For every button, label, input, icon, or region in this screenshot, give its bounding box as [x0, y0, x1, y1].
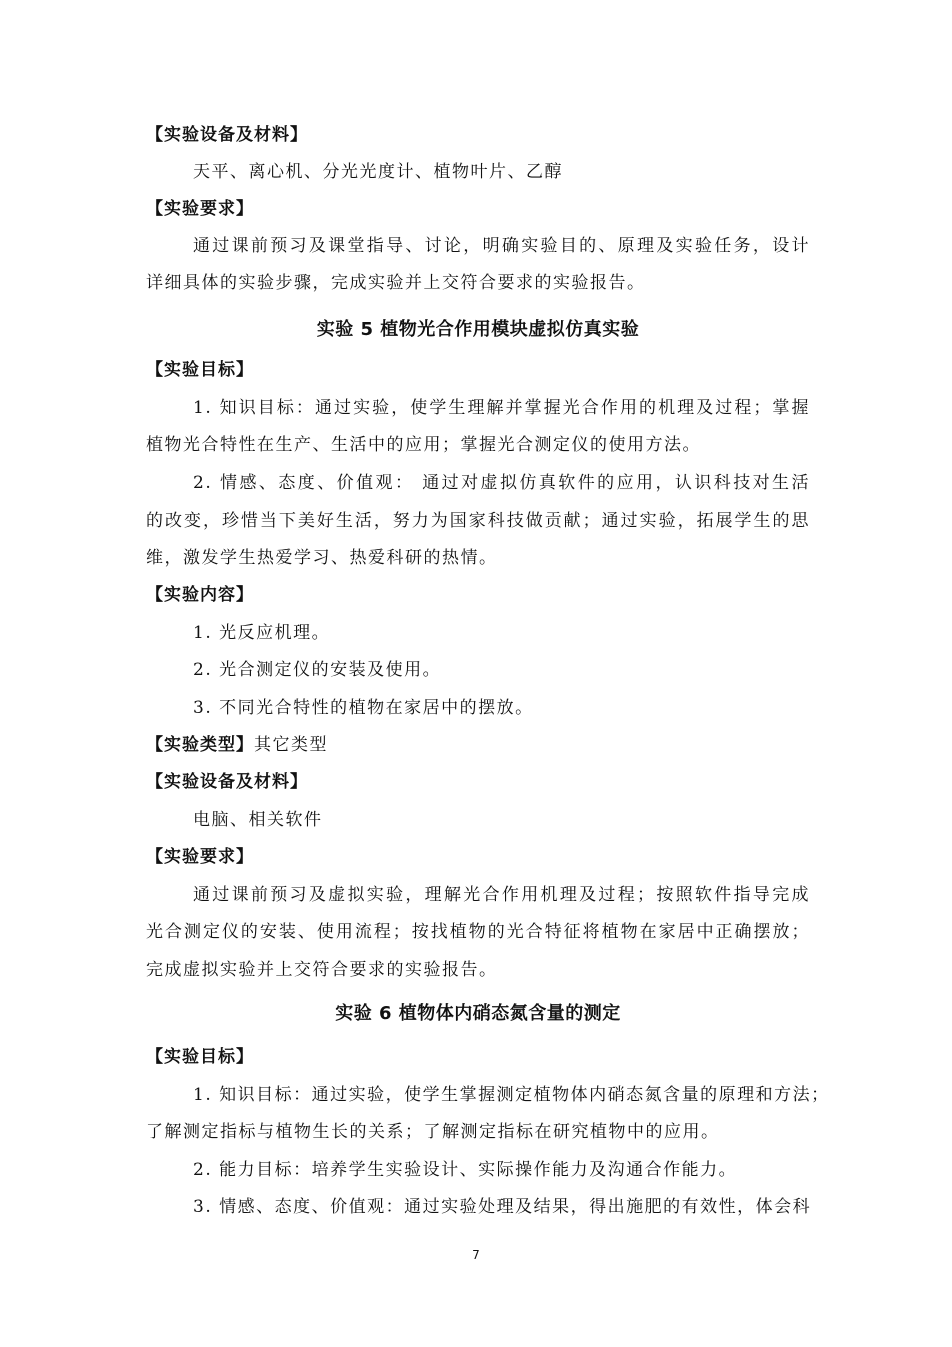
- heading-type: 【实验类型】: [146, 735, 254, 755]
- heading-equipment: 【实验设备及材料】: [146, 125, 308, 145]
- requirements-line: 通过课前预习及课堂指导、讨论，明确实验目的、原理及实验任务，设计: [193, 236, 810, 256]
- heading-requirements: 【实验要求】: [146, 199, 254, 219]
- goal-line: 2. 情感、态度、价值观： 通过对虚拟仿真软件的应用，认识科技对生活: [193, 473, 810, 493]
- heading-content: 【实验内容】: [146, 585, 254, 605]
- requirements-line: 通过课前预习及虚拟实验，理解光合作用机理及过程；按照软件指导完成: [193, 885, 810, 905]
- heading-goals: 【实验目标】: [146, 360, 254, 380]
- section-title-exp6: 实验 6 植物体内硝态氮含量的测定: [335, 1003, 621, 1024]
- heading-equipment: 【实验设备及材料】: [146, 772, 308, 792]
- content-item: 3. 不同光合特性的植物在家居中的摆放。: [193, 698, 534, 718]
- requirements-line: 光合测定仪的安装、使用流程；按找植物的光合特征将植物在家居中正确摆放；: [146, 922, 810, 942]
- equipment-text: 天平、离心机、分光光度计、植物叶片、乙醇: [193, 162, 563, 182]
- type-line: [146, 727, 810, 764]
- goal-line: 3. 情感、态度、价值观：通过实验处理及结果，得出施肥的有效性，体会科: [193, 1197, 812, 1217]
- content-item: 2. 光合测定仪的安装及使用。: [193, 660, 442, 680]
- goal-line: 2. 能力目标：培养学生实验设计、实际操作能力及沟通合作能力。: [193, 1160, 738, 1180]
- content-item: 1. 光反应机理。: [193, 623, 331, 643]
- section-title-exp5: 实验 5 植物光合作用模块虚拟仿真实验: [316, 319, 640, 340]
- goal-line: 1. 知识目标：通过实验，使学生理解并掌握光合作用的机理及过程；掌握: [193, 398, 810, 418]
- goal-line: 的改变，珍惜当下美好生活，努力为国家科技做贡献；通过实验，拓展学生的思: [146, 511, 810, 531]
- heading-requirements: 【实验要求】: [146, 847, 254, 867]
- requirements-line: 完成虚拟实验并上交符合要求的实验报告。: [146, 960, 498, 980]
- type-value: 其它类型: [254, 735, 328, 755]
- heading-goals: 【实验目标】: [146, 1047, 254, 1067]
- goal-line: 了解测定指标与植物生长的关系；了解测定指标在研究植物中的应用。: [146, 1122, 720, 1142]
- goal-line: 植物光合特性在生产、生活中的应用；掌握光合测定仪的使用方法。: [146, 435, 701, 455]
- requirements-line: 详细具体的实验步骤，完成实验并上交符合要求的实验报告。: [146, 273, 646, 293]
- page-number: 7: [472, 1248, 480, 1262]
- goal-line: 维，激发学生热爱学习、热爱科研的热情。: [146, 548, 498, 568]
- equipment-text: 电脑、相关软件: [193, 810, 323, 830]
- goal-line: 1. 知识目标：通过实验，使学生掌握测定植物体内硝态氮含量的原理和方法；: [193, 1085, 830, 1105]
